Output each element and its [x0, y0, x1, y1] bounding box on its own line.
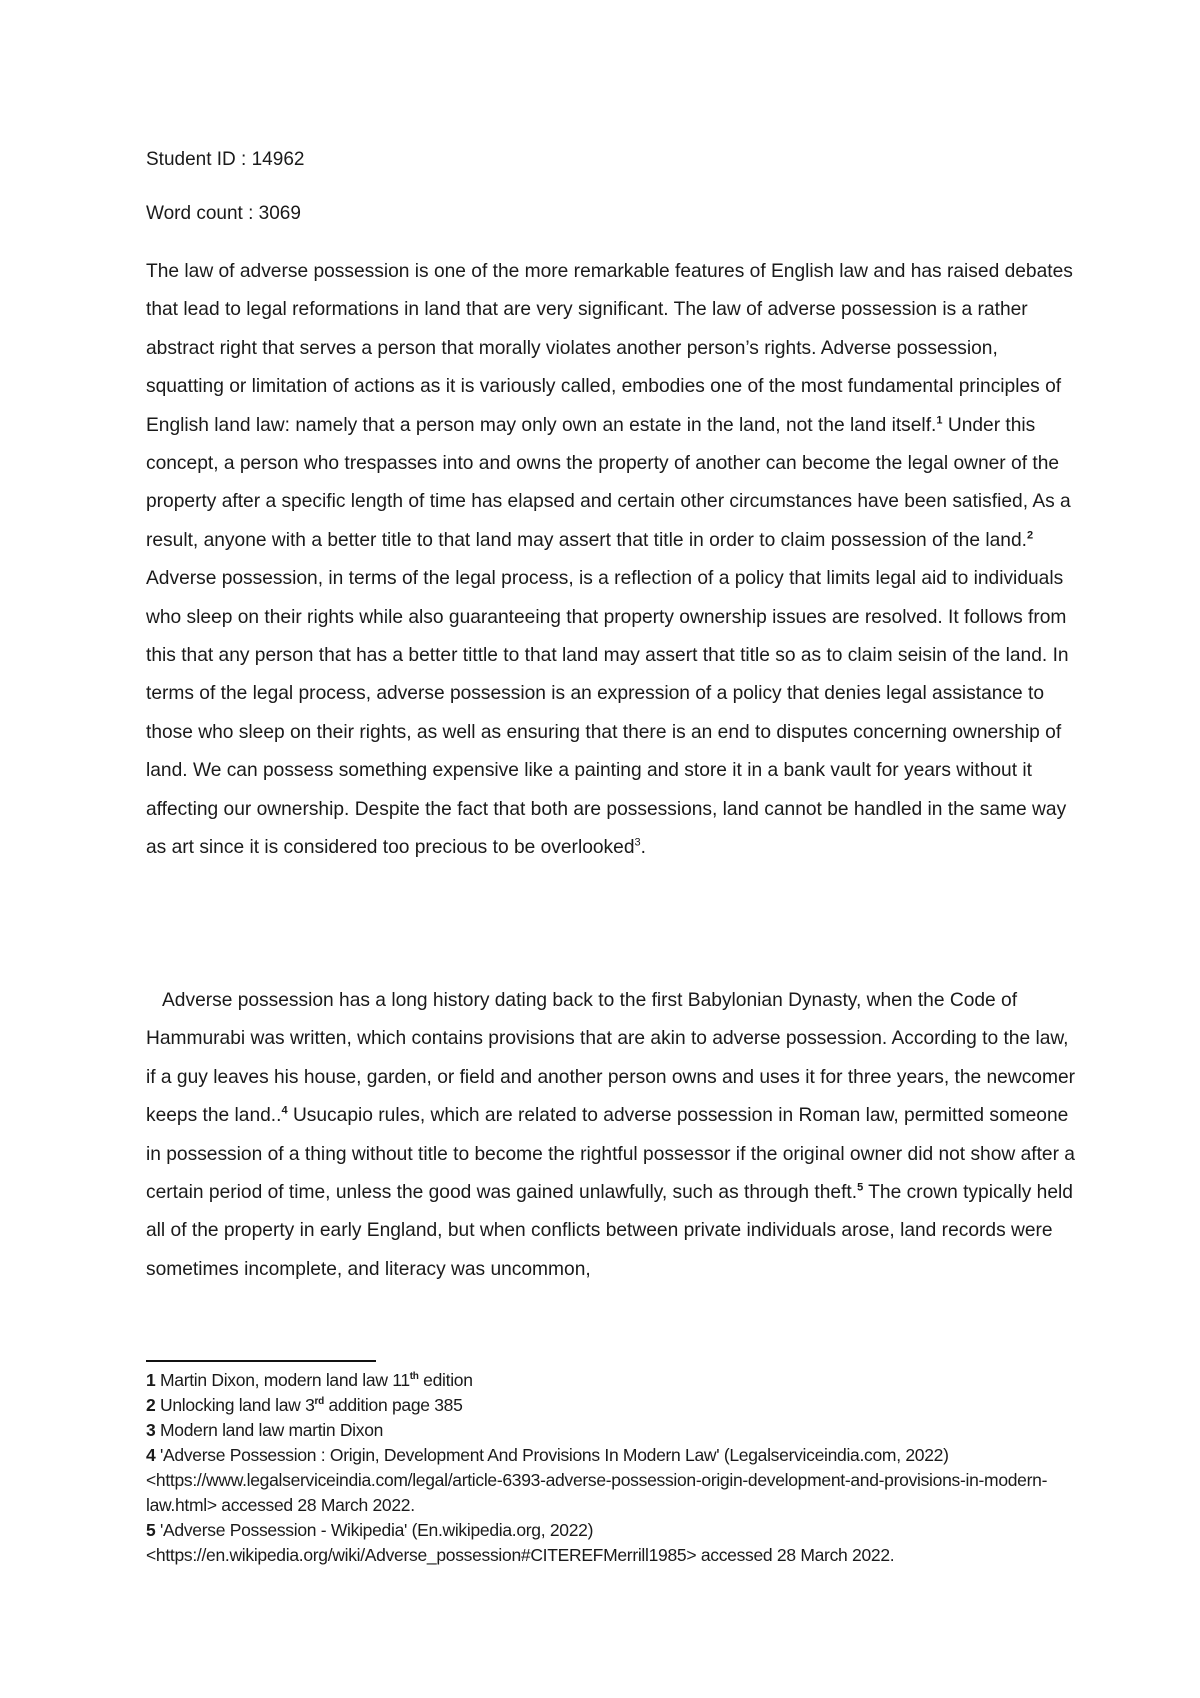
footnote-text: 'Adverse Possession - Wikipedia' (En.wikipedia.org, 2022) <https://en.wikipedia.org/wiki/Adverse_possession#CITEREFMerrill1985> accessed 28 March 2022. [146, 1520, 895, 1565]
paragraph-text: Adverse possession has a long history dating back to the first Babylonian Dynasty, when the Code of Hammurabi was written, which contains provisions that are akin to adverse possession. According to the law, if a guy leaves his house, garden, or field and another person owns and uses it for three years, the newcomer keeps the land.. [146, 990, 1076, 1127]
footnote-text: addition page 385 [323, 1395, 463, 1415]
paragraph-text: Adverse possession, in terms of the legal process, is a reflection of a policy that limits legal aid to individuals who sleep on their rights while also guaranteeing that property ownership issues are resolved. It follows from this that any person that has a better tittle to that land may assert that title so as to claim seisin of the land. In terms of the legal process, adverse possession is an expression of a policy that denies legal assistance to those who sleep on their rights, as well as ensuring that there is an end to disputes concerning ownership of land. We can possess something expensive like a painting and store it in a bank vault for years without it affecting our ownership. Despite the fact that both are possessions, land cannot be handled in the same way as art since it is considered too precious to be overlooked [146, 568, 1069, 859]
paragraph-text: . [640, 837, 646, 859]
paragraph-text: The crown typically held all of the property in early England, but when conflicts between private individuals arose, land records were sometimes incomplete, and literacy was uncommon, [146, 1182, 1073, 1280]
footnote-number: 2 [146, 1395, 156, 1415]
footnote-separator [146, 1360, 376, 1362]
footnote-item [146, 1393, 1076, 1418]
word-count: Word count : 3069 [146, 203, 301, 224]
footnote-number: 4 [146, 1445, 156, 1465]
body-paragraph-1 [146, 253, 1076, 868]
footnote-ref: 3 [634, 836, 641, 849]
student-id: Student ID : 14962 [146, 149, 305, 170]
footnote-item [146, 1443, 1076, 1518]
footnote-item [146, 1418, 1076, 1443]
footnotes [146, 1368, 1076, 1568]
footnote-ref: 1 [936, 414, 943, 427]
paragraph-text: The law of adverse possession is one of the more remarkable features of English law and has raised debates that lead to legal reformations in land that are very significant. The law of adverse possession is a rather abstract right that serves a person that morally violates another person’s rights. Adverse possession, squatting or limitation of actions as it is variously called, embodies one of the most fundamental principles of English land law: namely that a person may only own an estate in the land, not the land itself. [146, 261, 1073, 436]
footnote-ref: 2 [1026, 529, 1034, 542]
footnote-ref: 4 [281, 1104, 288, 1117]
footnote-item [146, 1518, 1076, 1568]
paragraph-text: Usucapio rules, which are related to adverse possession in Roman law, permitted someone in possession of a thing without title to become the rightful possessor if the original owner did not show after a certain period of time, unless the good was gained unlawfully, such as through theft. [146, 1105, 1075, 1204]
footnote-item [146, 1368, 1076, 1393]
footnote-text: Modern land law martin Dixon [155, 1420, 384, 1440]
footnote-text: Unlocking land law 3 [155, 1395, 315, 1415]
footnote-number: 3 [146, 1420, 156, 1440]
footnote-text: Martin Dixon, modern land law 11 [155, 1370, 410, 1390]
body-paragraph-2 [146, 982, 1076, 1289]
footnote-number: 5 [146, 1520, 156, 1540]
footnote-ref: 5 [857, 1181, 864, 1194]
footnote-superscript: rd [314, 1396, 324, 1408]
paragraph-text: Under this concept, a person who trespasses into and owns the property of another can become the legal owner of the property after a specific length of time has elapsed and certain other circumstances have been satisfied, As a result, anyone with a better title to that land may assert that title in order to claim possession of the land. [146, 414, 1071, 551]
footnote-superscript: th [409, 1371, 419, 1383]
footnote-text: edition [418, 1370, 473, 1390]
footnote-number: 1 [146, 1370, 156, 1390]
footnote-text: 'Adverse Possession : Origin, Development And Provisions In Modern Law' (Legalserviceindia.com, 2022) <https://www.legalserviceindia.com/legal/article-6393-adverse-possession-origin-development-and-provisions-in-modern-law.html> accessed 28 March 2022. [146, 1445, 1048, 1515]
